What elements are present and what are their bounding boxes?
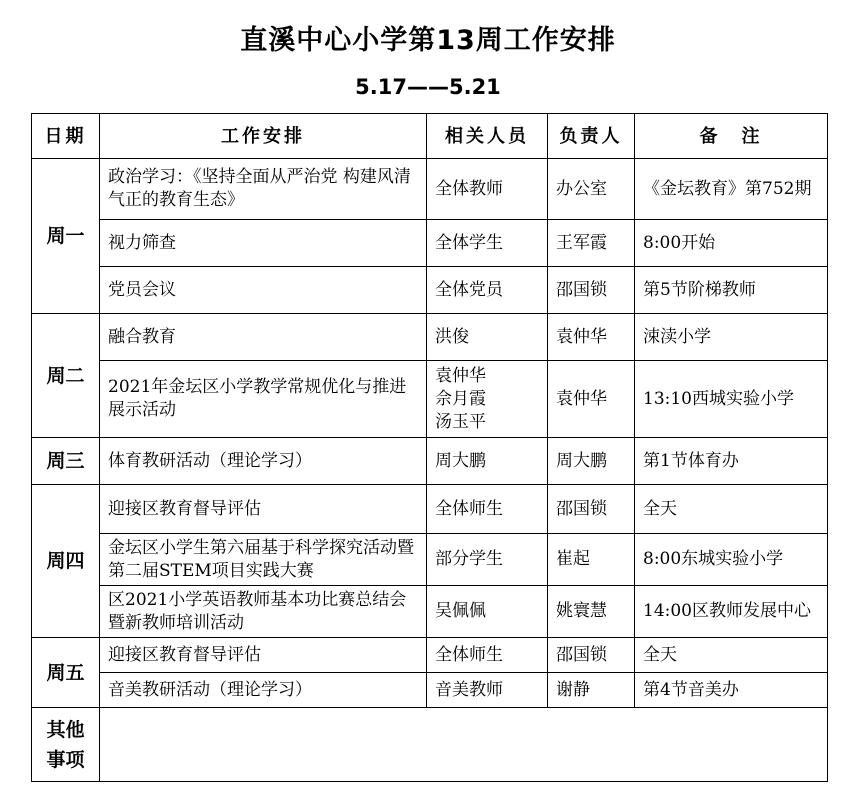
owner-cell: 崔起 xyxy=(548,534,635,586)
table-row xyxy=(32,220,828,267)
table-row xyxy=(32,673,828,708)
other-row xyxy=(32,708,828,782)
owner-cell: 姚寰慧 xyxy=(548,586,635,638)
header-owner: 负责人 xyxy=(548,114,635,159)
task-cell: 2021年金坛区小学教学常规优化与推进展示活动 xyxy=(100,361,427,438)
date-range: 5.17——5.21 xyxy=(355,75,501,99)
task-cell: 党员会议 xyxy=(100,267,427,314)
day-label-fri: 周五 xyxy=(32,638,100,708)
task-cell: 视力筛查 xyxy=(100,220,427,267)
notes-cell: 8:00东城实验小学 xyxy=(635,534,828,586)
person-name: 汤玉平 xyxy=(435,411,486,432)
people-cell: 全体师生 xyxy=(427,638,548,673)
people-cell: 周大鹏 xyxy=(427,438,548,485)
people-cell: 全体学生 xyxy=(427,220,548,267)
notes-cell: 13:10西城实验小学 xyxy=(635,361,828,438)
table-row xyxy=(32,159,828,220)
notes-cell: 8:00开始 xyxy=(635,220,828,267)
task-cell: 迎接区教育督导评估 xyxy=(100,485,427,534)
table-row xyxy=(32,586,828,638)
people-cell: 部分学生 xyxy=(427,534,548,586)
task-cell: 政治学习：《坚持全面从严治党 构建风清气正的教育生态》 xyxy=(100,159,427,220)
other-label: 其他 事项 xyxy=(32,708,100,782)
other-content xyxy=(100,708,828,782)
owner-cell: 谢静 xyxy=(548,673,635,708)
people-cell: 音美教师 xyxy=(427,673,548,708)
notes-cell: 涑渎小学 xyxy=(635,314,828,361)
owner-cell: 邵国锁 xyxy=(548,485,635,534)
notes-cell: 全天 xyxy=(635,485,828,534)
people-cell: 全体师生 xyxy=(427,485,548,534)
header-row xyxy=(32,114,828,159)
header-notes: 备 注 xyxy=(635,114,828,159)
task-cell: 区2021小学英语教师基本功比赛总结会暨新教师培训活动 xyxy=(100,586,427,638)
task-cell: 金坛区小学生第六届基于科学探究活动暨第二届STEM项目实践大赛 xyxy=(100,534,427,586)
table-row xyxy=(32,314,828,361)
header-people: 相关人员 xyxy=(427,114,548,159)
owner-cell: 王军霞 xyxy=(548,220,635,267)
person-name: 佘月霞 xyxy=(435,388,486,409)
owner-cell: 袁仲华 xyxy=(548,314,635,361)
people-cell: 全体教师 xyxy=(427,159,548,220)
table-row xyxy=(32,638,828,673)
day-label-tue: 周二 xyxy=(32,314,100,438)
people-cell: 洪俊 xyxy=(427,314,548,361)
day-label-mon: 周一 xyxy=(32,159,100,314)
task-cell: 音美教研活动（理论学习） xyxy=(100,673,427,708)
table-row xyxy=(32,267,828,314)
people-cell: 吴佩佩 xyxy=(427,586,548,638)
task-cell: 融合教育 xyxy=(100,314,427,361)
notes-cell: 第1节体育办 xyxy=(635,438,828,485)
task-cell: 体育教研活动（理论学习） xyxy=(100,438,427,485)
owner-cell: 邵国锁 xyxy=(548,267,635,314)
owner-cell: 邵国锁 xyxy=(548,638,635,673)
schedule-table xyxy=(31,113,828,782)
owner-cell: 办公室 xyxy=(548,159,635,220)
table-row xyxy=(32,438,828,485)
table-row xyxy=(32,361,828,438)
people-cell: 全体党员 xyxy=(427,267,548,314)
table-row xyxy=(32,534,828,586)
day-label-thu: 周四 xyxy=(32,485,100,638)
owner-cell: 周大鹏 xyxy=(548,438,635,485)
person-name: 袁仲华 xyxy=(435,365,486,386)
page-title: 直溪中心小学第13周工作安排 xyxy=(240,25,616,56)
owner-cell: 袁仲华 xyxy=(548,361,635,438)
day-label-wed: 周三 xyxy=(32,438,100,485)
notes-cell: 第4节音美办 xyxy=(635,673,828,708)
header-day: 日期 xyxy=(32,114,100,159)
notes-cell: 全天 xyxy=(635,638,828,673)
notes-cell: 《金坛教育》第752期 xyxy=(635,159,828,220)
notes-cell: 14:00区教师发展中心 xyxy=(635,586,828,638)
notes-cell: 第5节阶梯教师 xyxy=(635,267,828,314)
task-cell: 迎接区教育督导评估 xyxy=(100,638,427,673)
header-task: 工作安排 xyxy=(100,114,427,159)
people-cell xyxy=(427,361,548,438)
table-row xyxy=(32,485,828,534)
